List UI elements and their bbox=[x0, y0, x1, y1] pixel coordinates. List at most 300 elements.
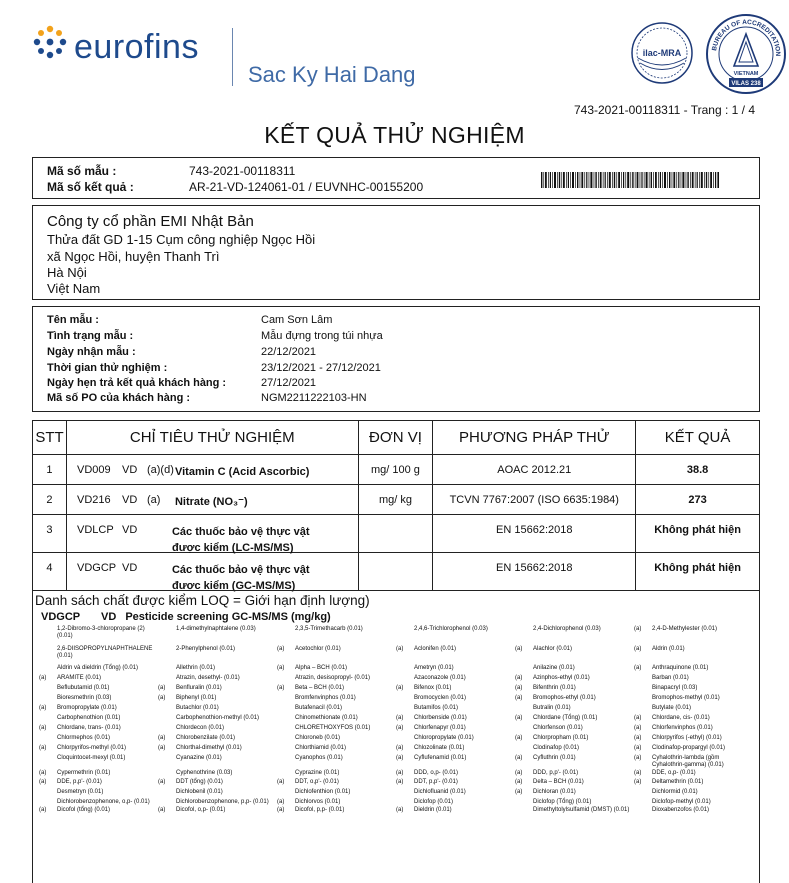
loq-analyte-name: DDT (tổng) (0.01) bbox=[176, 778, 223, 785]
loq-row bbox=[39, 675, 755, 682]
loq-accreditation-note bbox=[634, 789, 652, 796]
loq-analyte bbox=[515, 725, 634, 732]
loq-analyte-name: Dichlorobenzophenone, o,p- (0.01) bbox=[57, 798, 150, 805]
unit bbox=[358, 553, 433, 591]
loq-analyte bbox=[158, 675, 277, 682]
loq-accreditation-note bbox=[39, 646, 57, 660]
loq-row bbox=[39, 705, 755, 712]
loq-analyte bbox=[39, 626, 158, 640]
loq-analyte bbox=[634, 755, 753, 769]
due-date-value: 27/12/2021 bbox=[261, 377, 317, 389]
loq-analyte bbox=[396, 807, 515, 814]
loq-analyte bbox=[39, 665, 158, 672]
loq-analyte-name: Cyanazine (0.01) bbox=[176, 754, 222, 761]
sample-condition-label: Tình trạng mẫu : bbox=[47, 330, 134, 342]
loq-accreditation-note bbox=[39, 685, 57, 692]
loq-analyte bbox=[39, 646, 158, 660]
loq-analyte bbox=[515, 779, 634, 786]
table-row bbox=[33, 515, 760, 553]
loq-accreditation-note: (a) bbox=[634, 626, 642, 632]
loq-accreditation-note: (a) bbox=[634, 714, 642, 721]
loq-analyte-name: Chlorfenvinphos (0.01) bbox=[652, 724, 713, 731]
unit bbox=[358, 515, 433, 553]
column-header: KẾT QUẢ bbox=[636, 421, 760, 455]
loq-analyte bbox=[277, 755, 396, 769]
loq-accreditation-note bbox=[158, 705, 176, 712]
loq-accreditation-note: (a) bbox=[277, 646, 285, 652]
po-number-value: NGM2211222103-HN bbox=[261, 392, 367, 404]
client-address-line: Hà Nội bbox=[47, 265, 87, 280]
loq-analyte bbox=[158, 807, 277, 814]
loq-accreditation-note bbox=[158, 665, 176, 672]
loq-analyte bbox=[158, 685, 277, 692]
loq-accreditation-note: (a) bbox=[634, 770, 642, 776]
loq-analyte bbox=[396, 685, 515, 692]
test-name: Vitamin C (Acid Ascorbic) bbox=[174, 466, 310, 478]
loq-accreditation-note: (a) bbox=[396, 754, 404, 761]
boa-arc-text: BUREAU OF ACCREDITATION bbox=[711, 18, 782, 57]
sample-code-label: Mã số mẫu : bbox=[47, 164, 117, 178]
loq-analyte bbox=[277, 646, 396, 660]
loq-analyte bbox=[634, 779, 753, 786]
loq-analyte bbox=[634, 807, 753, 814]
loq-analyte bbox=[158, 665, 277, 672]
loq-analyte bbox=[634, 745, 753, 752]
loq-accreditation-note bbox=[634, 705, 652, 712]
test-name: Các thuốc bảo vệ thực vật được kiểm (GC-MS/MS) bbox=[171, 564, 310, 592]
loq-analyte-name: Butafenacil (0.01) bbox=[295, 704, 343, 711]
loq-analyte bbox=[634, 799, 753, 806]
loq-analyte bbox=[396, 799, 515, 806]
loq-row bbox=[39, 646, 755, 660]
loq-analyte-name: Chlorpyrifos (-ethyl) (0.01) bbox=[652, 734, 722, 741]
loq-accreditation-note bbox=[396, 705, 414, 712]
loq-analyte-name: 2,3,5-Trimethacarb (0.01) bbox=[295, 626, 363, 632]
loq-accreditation-note: (a) bbox=[515, 714, 523, 721]
result-code-value: AR-21-VD-124061-01 / EUVNHC-00155200 bbox=[189, 180, 424, 194]
loq-analyte-name: Carbophenothion-methyl (0.01) bbox=[176, 714, 260, 721]
loq-analyte-name: Chlorbenside (0.01) bbox=[414, 714, 467, 721]
loq-accreditation-note: (a) bbox=[515, 770, 523, 776]
loq-accreditation-note: (a) bbox=[396, 684, 404, 691]
loq-accreditation-note bbox=[396, 626, 414, 640]
loq-analyte-name: Diclofop (Tổng) (0.01) bbox=[533, 798, 592, 805]
loq-analyte-name: Chinomethionate (0.01) bbox=[295, 714, 358, 721]
loq-analyte bbox=[515, 745, 634, 752]
loq-analyte-name: 2,4,6-Trichlorophenol (0.03) bbox=[414, 626, 488, 632]
loq-accreditation-note bbox=[634, 695, 652, 702]
loq-accreditation-note bbox=[634, 799, 652, 806]
loq-analyte-name: Allethrin (0.01) bbox=[176, 664, 216, 671]
loq-analyte-name: Ametryn (0.01) bbox=[414, 664, 454, 671]
loq-accreditation-note: (a) bbox=[277, 684, 285, 691]
loq-analyte-name: Clodinafop (0.01) bbox=[533, 744, 580, 751]
loq-analyte-name: Chlormephos (0.01) bbox=[57, 734, 111, 741]
loq-accreditation-note bbox=[515, 725, 533, 732]
loq-lab-code: VD bbox=[100, 611, 117, 623]
loq-analyte-name: Aclonifen (0.01) bbox=[414, 646, 457, 652]
loq-analyte bbox=[515, 685, 634, 692]
loq-accreditation-note bbox=[515, 807, 533, 814]
loq-analyte-name: Diclofop (0.01) bbox=[414, 798, 454, 805]
loq-analyte bbox=[39, 735, 158, 742]
loq-analyte-grid bbox=[39, 626, 755, 816]
loq-row bbox=[39, 626, 755, 640]
loq-analyte-name: CHLORETHOXYFOS (0.01) bbox=[295, 724, 371, 731]
loq-analyte bbox=[515, 665, 634, 672]
loq-accreditation-note bbox=[277, 755, 295, 769]
loq-analyte-name: Binapacryl (0.03) bbox=[652, 684, 698, 691]
loq-analyte-name: Anilazine (0.01) bbox=[533, 664, 575, 671]
loq-analyte-name: Cyprazine (0.01) bbox=[295, 770, 340, 776]
loq-subtitle bbox=[41, 611, 331, 623]
loq-accreditation-note: (a) bbox=[277, 798, 285, 805]
loq-analyte bbox=[39, 685, 158, 692]
loq-accreditation-note: (a) bbox=[277, 778, 285, 785]
loq-analyte bbox=[277, 779, 396, 786]
loq-row bbox=[39, 779, 755, 786]
loq-analyte bbox=[396, 705, 515, 712]
loq-analyte bbox=[396, 745, 515, 752]
loq-analyte bbox=[39, 745, 158, 752]
loq-accreditation-note: (a) bbox=[634, 724, 642, 731]
header bbox=[32, 18, 782, 90]
lab-code: VD bbox=[121, 524, 138, 536]
loq-analyte bbox=[277, 770, 396, 777]
lab-code: VD bbox=[121, 464, 138, 476]
test-code: VD216 bbox=[76, 494, 111, 506]
loq-analyte bbox=[634, 735, 753, 742]
loq-analyte bbox=[277, 807, 396, 814]
loq-accreditation-note bbox=[277, 675, 295, 682]
loq-accreditation-note bbox=[158, 789, 176, 796]
loq-analyte bbox=[277, 715, 396, 722]
loq-analyte bbox=[39, 799, 158, 806]
loq-analyte-name: Chloropropylate (0.01) bbox=[414, 734, 474, 741]
loq-analyte-name: Bromophos-methyl (0.01) bbox=[652, 694, 720, 701]
loq-analyte-name: Dichloran (0.01) bbox=[533, 788, 576, 795]
loq-analyte-name: DDD, p,p'- (0.01) bbox=[533, 770, 579, 776]
loq-analyte-name: Butylate (0.01) bbox=[652, 704, 692, 711]
loq-analyte bbox=[634, 675, 753, 682]
method: AOAC 2012.21 bbox=[433, 455, 636, 485]
loq-analyte-name: Bifenox (0.01) bbox=[414, 684, 452, 691]
test-code: VD009 bbox=[76, 464, 111, 476]
loq-analyte bbox=[396, 789, 515, 796]
loq-analyte-name: Butralin (0.01) bbox=[533, 704, 571, 711]
loq-analyte-name: Cyanophos (0.01) bbox=[295, 754, 343, 761]
loq-analyte-name: Barban (0.01) bbox=[652, 674, 689, 681]
loq-analyte bbox=[396, 715, 515, 722]
results-header-row bbox=[33, 421, 760, 455]
loq-accreditation-note bbox=[396, 695, 414, 702]
loq-analyte bbox=[158, 770, 277, 777]
loq-analyte bbox=[515, 799, 634, 806]
loq-accreditation-note bbox=[158, 675, 176, 682]
loq-analyte bbox=[158, 735, 277, 742]
loq-analyte-name: Atrazin, desisopropyl- (0.01) bbox=[295, 674, 371, 681]
loq-analyte-name: Dichlormid (0.01) bbox=[652, 788, 698, 795]
loq-accreditation-note bbox=[396, 789, 414, 796]
unit: mg/ 100 g bbox=[358, 455, 433, 485]
loq-analyte-name: Aldrin (0.01) bbox=[652, 646, 685, 652]
loq-analyte-name: Delta – BCH (0.01) bbox=[533, 778, 584, 785]
loq-accreditation-note bbox=[515, 705, 533, 712]
loq-analyte-name: 2,4-D-Methylester (0.01) bbox=[652, 626, 718, 632]
loq-analyte bbox=[396, 626, 515, 640]
loq-accreditation-note bbox=[396, 675, 414, 682]
loq-analyte-name: Bromophos-ethyl (0.01) bbox=[533, 694, 596, 701]
test-name: Nitrate (NO₃⁻) bbox=[174, 496, 248, 508]
loq-analyte-name: Carbophenothion (0.01) bbox=[57, 714, 121, 721]
loq-accreditation-note bbox=[396, 665, 414, 672]
loq-analyte bbox=[515, 789, 634, 796]
loq-analyte-name: 2,6-DIISOPROPYLNAPHTHALENE (0.01) bbox=[57, 646, 153, 659]
loq-analyte-name: Dichlofluanid (0.01) bbox=[414, 788, 466, 795]
loq-analyte bbox=[39, 779, 158, 786]
loq-analyte-name: Cyflufenamid (0.01) bbox=[414, 754, 467, 761]
loq-accreditation-note: (a) bbox=[158, 734, 166, 741]
received-date-value: 22/12/2021 bbox=[261, 346, 317, 358]
loq-analyte bbox=[158, 755, 277, 769]
loq-row bbox=[39, 735, 755, 742]
method: TCVN 7767:2007 (ISO 6635:1984) bbox=[433, 485, 636, 515]
received-date-label: Ngày nhận mẫu : bbox=[47, 346, 136, 358]
loq-analyte-name: 2,4-Dichlorophenol (0.03) bbox=[533, 626, 601, 632]
unit: mg/ kg bbox=[358, 485, 433, 515]
loq-accreditation-note: (a) bbox=[515, 646, 523, 652]
loq-row bbox=[39, 715, 755, 722]
client-company: Công ty cổ phần EMI Nhật Bản bbox=[47, 213, 254, 230]
loq-analyte-name: Cypermethrin (0.01) bbox=[57, 770, 111, 776]
loq-test-name: Pesticide screening GC-MS/MS (mg/kg) bbox=[125, 611, 331, 623]
loq-analyte-name: Clodinafop-propargyl (0.01) bbox=[652, 744, 726, 751]
loq-analyte-name: Azaconazole (0.01) bbox=[414, 674, 466, 681]
loq-analyte-name: Dichlorvos (0.01) bbox=[295, 798, 341, 805]
loq-accreditation-note: (a) bbox=[277, 807, 285, 813]
loq-analyte bbox=[39, 695, 158, 702]
loq-analyte bbox=[277, 626, 396, 640]
loq-analyte bbox=[158, 646, 277, 660]
loq-accreditation-note bbox=[396, 735, 414, 742]
loq-analyte-name: Aldrin và dieldrin (Tổng) (0.01) bbox=[57, 664, 139, 671]
loq-accreditation-note: (a) bbox=[515, 674, 523, 681]
sample-name-value: Cam Sơn Lâm bbox=[261, 314, 333, 326]
loq-analyte bbox=[634, 665, 753, 672]
brand-name: eurofins bbox=[74, 28, 199, 66]
loq-analyte bbox=[396, 665, 515, 672]
po-number-label: Mã số PO của khách hàng : bbox=[47, 392, 191, 404]
loq-row bbox=[39, 685, 755, 692]
loq-analyte bbox=[39, 770, 158, 777]
loq-analyte bbox=[39, 725, 158, 732]
lab-name: Sac Ky Hai Dang bbox=[248, 62, 416, 87]
loq-accreditation-note bbox=[39, 665, 57, 672]
loq-analyte bbox=[515, 715, 634, 722]
result: Không phát hiện bbox=[636, 553, 760, 591]
loq-analyte bbox=[158, 715, 277, 722]
loq-analyte-name: Dieldrin (0.01) bbox=[414, 807, 452, 813]
loq-analyte bbox=[396, 695, 515, 702]
loq-accreditation-note bbox=[634, 685, 652, 692]
loq-analyte-name: Chlorpropham (0.01) bbox=[533, 734, 589, 741]
loq-analyte-name: Chlordecon (0.01) bbox=[176, 724, 225, 731]
due-date-label: Ngày hẹn trả kết quả khách hàng : bbox=[47, 377, 227, 389]
loq-accreditation-note bbox=[277, 626, 295, 640]
loq-accreditation-note: (a) bbox=[515, 778, 523, 785]
loq-accreditation-note: (a) bbox=[515, 788, 523, 795]
loq-analyte-name: Desmetryn (0.01) bbox=[57, 788, 104, 795]
loq-analyte-name: Chlorobenzilate (0.01) bbox=[176, 734, 236, 741]
loq-analyte bbox=[158, 799, 277, 806]
loq-analyte-name: 1,4-dimethylnaphtalene (0.03) bbox=[176, 626, 256, 632]
loq-accreditation-note bbox=[277, 715, 295, 722]
loq-analyte bbox=[277, 735, 396, 742]
loq-accreditation-note bbox=[277, 725, 295, 732]
client-address-line: Thửa đất GD 1-15 Cụm công nghiệp Ngọc Hồi bbox=[47, 232, 316, 247]
loq-analyte bbox=[396, 735, 515, 742]
column-header: CHỈ TIÊU THỬ NGHIỆM bbox=[66, 421, 358, 455]
loq-accreditation-note: (a) bbox=[39, 724, 47, 731]
lab-code: VD bbox=[121, 562, 138, 574]
loq-analyte bbox=[634, 695, 753, 702]
loq-analyte-name: Diclofop-methyl (0.01) bbox=[652, 798, 711, 805]
loq-accreditation-note bbox=[39, 695, 57, 702]
loq-analyte bbox=[515, 770, 634, 777]
loq-row bbox=[39, 807, 755, 814]
loq-accreditation-note bbox=[158, 646, 176, 660]
test-period-value: 23/12/2021 - 27/12/2021 bbox=[261, 362, 381, 374]
loq-analyte bbox=[634, 770, 753, 777]
loq-analyte-name: Bifenthrin (0.01) bbox=[533, 684, 576, 691]
loq-analyte bbox=[39, 675, 158, 682]
loq-accreditation-note: (a) bbox=[634, 778, 642, 785]
row-number: 3 bbox=[33, 515, 67, 553]
loq-analyte bbox=[158, 705, 277, 712]
client-address-line: Việt Nam bbox=[47, 281, 101, 296]
loq-analyte bbox=[158, 725, 277, 732]
loq-analyte-name: Chlorthal-dimethyl (0.01) bbox=[176, 744, 242, 751]
loq-accreditation-note: (a) bbox=[634, 744, 642, 751]
loq-analyte bbox=[396, 779, 515, 786]
loq-accreditation-note: (a) bbox=[277, 664, 285, 671]
loq-analyte-name: Biphenyl (0.01) bbox=[176, 694, 217, 701]
loq-analyte bbox=[277, 665, 396, 672]
loq-accreditation-note: (a) bbox=[396, 744, 404, 751]
loq-analyte-name: Dicofol, p,p- (0.01) bbox=[295, 807, 345, 813]
loq-analyte bbox=[515, 675, 634, 682]
loq-analyte bbox=[277, 745, 396, 752]
loq-accreditation-note: (a) bbox=[39, 674, 47, 681]
loq-analyte bbox=[396, 770, 515, 777]
loq-accreditation-note bbox=[158, 755, 176, 769]
loq-analyte-name: Chlorfenapyr (0.01) bbox=[414, 724, 466, 731]
loq-row bbox=[39, 789, 755, 796]
loq-accreditation-note: (a) bbox=[39, 704, 47, 711]
loq-analyte-name: Deltamethrin (0.01) bbox=[652, 778, 704, 785]
loq-analyte bbox=[39, 705, 158, 712]
result-code-label: Mã số kết quả : bbox=[47, 180, 134, 194]
loq-analyte bbox=[396, 725, 515, 732]
loq-accreditation-note bbox=[634, 807, 652, 814]
loq-accreditation-note bbox=[158, 770, 176, 777]
loq-accreditation-note bbox=[39, 755, 57, 769]
loq-analyte-name: Alpha – BCH (0.01) bbox=[295, 664, 348, 671]
loq-analyte-name: Bromopropylate (0.01) bbox=[57, 704, 117, 711]
loq-analyte bbox=[158, 695, 277, 702]
loq-title: Danh sách chất được kiểm LOQ = Giới hạn định lượng) bbox=[35, 593, 370, 608]
loq-accreditation-note: (a) bbox=[39, 778, 47, 785]
loq-accreditation-note: (a) bbox=[158, 744, 166, 751]
loq-analyte bbox=[158, 626, 277, 640]
loq-analyte bbox=[515, 705, 634, 712]
loq-analyte-name: 2-Phenylphenol (0.01) bbox=[176, 646, 236, 652]
loq-section bbox=[32, 590, 760, 883]
accreditation-note: (a) bbox=[146, 494, 161, 506]
loq-analyte-name: Cyfluthrin (0.01) bbox=[533, 754, 576, 761]
loq-analyte bbox=[39, 807, 158, 814]
loq-analyte bbox=[39, 789, 158, 796]
loq-accreditation-note bbox=[158, 725, 176, 732]
loq-analyte bbox=[634, 626, 753, 640]
results-table bbox=[32, 420, 760, 591]
loq-analyte-name: DDE, p,p'- (0.01) bbox=[57, 778, 102, 785]
loq-analyte bbox=[634, 789, 753, 796]
loq-row bbox=[39, 745, 755, 752]
lab-code: VD bbox=[121, 494, 138, 506]
loq-analyte-name: Dicofol, o,p- (0.01) bbox=[176, 807, 226, 813]
loq-analyte bbox=[277, 725, 396, 732]
loq-analyte-name: ARAMITE (0.01) bbox=[57, 674, 102, 681]
loq-analyte bbox=[158, 789, 277, 796]
loq-analyte bbox=[634, 715, 753, 722]
loq-accreditation-note bbox=[39, 799, 57, 806]
loq-analyte-name: DDD, o,p- (0.01) bbox=[414, 770, 459, 776]
loq-analyte-name: Anthraquinone (0.01) bbox=[652, 664, 709, 671]
loq-accreditation-note: (a) bbox=[515, 684, 523, 691]
boa-code: VILAS 238 bbox=[731, 81, 761, 87]
loq-analyte-name: DDT, o,p'- (0.01) bbox=[295, 778, 339, 785]
loq-analyte-name: Chlorfenson (0.01) bbox=[533, 724, 583, 731]
loq-analyte-name: Chlorpyrifos-methyl (0.01) bbox=[57, 744, 127, 751]
loq-accreditation-note bbox=[515, 745, 533, 752]
loq-analyte-name: DDE, o,p- (0.01) bbox=[652, 770, 696, 776]
loq-row bbox=[39, 725, 755, 732]
loq-analyte bbox=[158, 745, 277, 752]
loq-accreditation-note bbox=[39, 789, 57, 796]
loq-accreditation-note bbox=[158, 799, 176, 806]
loq-accreditation-note bbox=[277, 735, 295, 742]
loq-analyte-name: Chlordane, cis- (0.01) bbox=[652, 714, 710, 721]
loq-analyte bbox=[158, 779, 277, 786]
loq-analyte-name: Butamifos (0.01) bbox=[414, 704, 459, 711]
loq-analyte-name: DDT, p,p'- (0.01) bbox=[414, 778, 458, 785]
loq-test-code: VDGCP bbox=[41, 611, 80, 623]
loq-row bbox=[39, 665, 755, 672]
method: EN 15662:2018 bbox=[433, 515, 636, 553]
loq-analyte bbox=[39, 755, 158, 769]
loq-analyte bbox=[515, 755, 634, 769]
loq-accreditation-note bbox=[277, 745, 295, 752]
sample-info-box bbox=[32, 306, 760, 412]
loq-accreditation-note: (a) bbox=[515, 694, 523, 701]
loq-analyte-name: Azinphos-ethyl (0.01) bbox=[533, 674, 590, 681]
loq-analyte-name: Chlordane, trans- (0.01) bbox=[57, 724, 121, 731]
loq-analyte-name: Bioresmethrin (0.03) bbox=[57, 694, 112, 701]
result: Không phát hiện bbox=[636, 515, 760, 553]
loq-accreditation-note: (a) bbox=[396, 770, 404, 776]
loq-accreditation-note: (a) bbox=[634, 646, 642, 652]
